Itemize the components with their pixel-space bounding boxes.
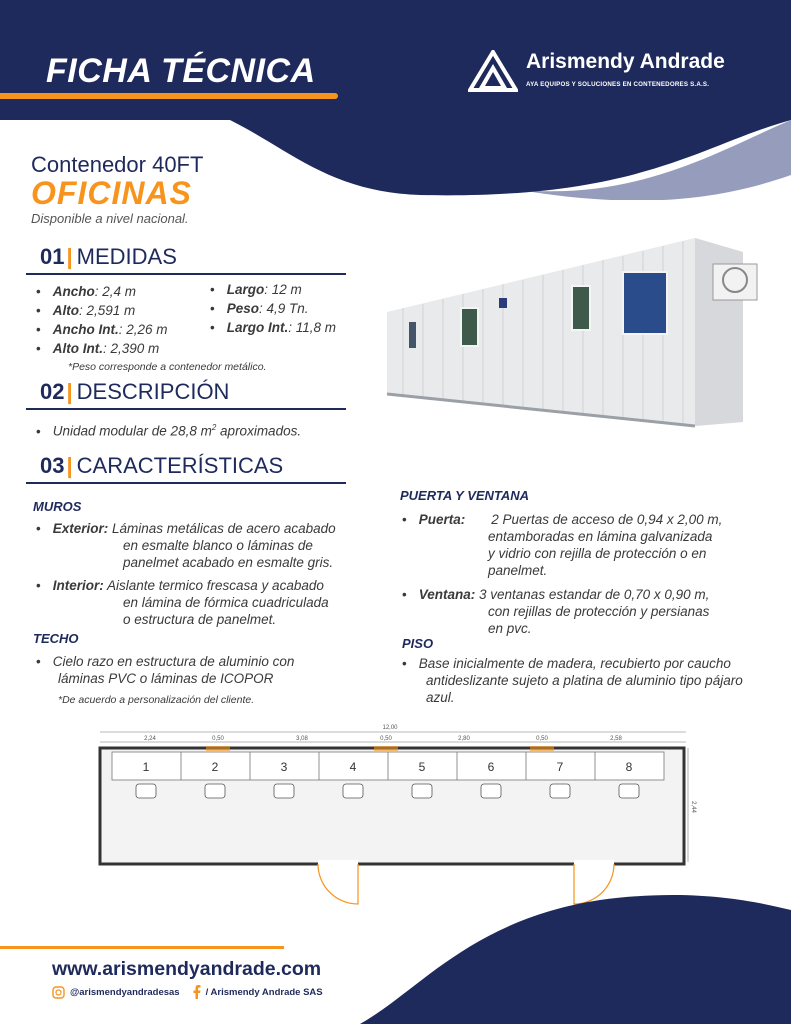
availability-text: Disponible a nivel nacional. (31, 211, 189, 226)
section-medidas-heading (40, 244, 177, 270)
desk-label: 7 (556, 760, 564, 774)
muros-interior: • Interior: Aislante termico frescasa y acabado en lámina de fórmica cuadriculada o estructura de panelmet. (36, 578, 329, 627)
techo-note: *De acuerdo a personalización del cliente. (58, 694, 255, 706)
desk-label: 4 (349, 760, 357, 774)
chair-icon (136, 784, 156, 798)
descripcion-item: • Unidad modular de 28,8 $m^2$ aproximados. (36, 423, 302, 439)
medida-item: • Alto: 2,591 m (36, 303, 136, 318)
chair-icon (550, 784, 570, 798)
medida-item: • Largo Int.: 11,8 m (210, 320, 337, 335)
medida-item: • Ancho Int.: 2,26 m (36, 322, 168, 337)
puerta-item: • Puerta: 2 Puertas de acceso de 0,94 x 2,00 m, entamboradas en lámina galvanizada y vidrio con rejilla de protección o en panelmet. (402, 512, 723, 578)
techo-item: • Cielo razo en estructura de aluminio con láminas PVC o láminas de ICOPOR (36, 654, 295, 686)
medidas-col-1 (36, 282, 168, 358)
muros-heading: MUROS (33, 499, 82, 514)
section-title: MEDIDAS (76, 244, 177, 269)
section-number: 02 (40, 379, 65, 404)
piso-heading: PISO (402, 636, 434, 651)
title-underline (0, 93, 338, 99)
piso-item: • Base inicialmente de madera, recubierto por caucho antideslizante sujeto a platina de aluminio tipo pájaro azul. (402, 656, 743, 705)
website-link[interactable]: www.arismendyandrade.com (52, 958, 322, 980)
section-descripcion-heading (40, 379, 229, 405)
section-divider: | (66, 244, 73, 269)
brand-name: Arismendy Andrade (526, 50, 725, 73)
plan-dim: 3,08 (296, 736, 308, 742)
section-divider: | (66, 379, 73, 404)
medida-item: • Alto Int.: 2,390 m (36, 341, 160, 356)
facebook-handle[interactable]: / Arismendy Andrade SAS (205, 986, 323, 998)
chair-icon (274, 784, 294, 798)
brand-logo-icon (468, 50, 518, 92)
section-divider: | (66, 453, 73, 478)
plan-dim-total: 12,00 (382, 725, 398, 731)
section-number: 03 (40, 453, 65, 478)
medidas-col-2 (210, 280, 336, 337)
plan-dim: 0,50 (380, 736, 392, 742)
plan-dim: 2,58 (610, 736, 622, 742)
chair-icon (412, 784, 432, 798)
chair-icon (343, 784, 363, 798)
facebook-icon (192, 985, 202, 999)
desk-label: 8 (625, 760, 633, 774)
footer-rule (0, 946, 284, 949)
desk-label: 6 (487, 760, 495, 774)
desk-label: 2 (211, 760, 219, 774)
chair-icon (205, 784, 225, 798)
medida-item: • Largo: 12 m (210, 282, 302, 297)
footer-background (0, 880, 791, 1024)
plan-dim: 0,50 (536, 736, 548, 742)
section-rule (26, 273, 346, 275)
puerta-ventana-heading: PUERTA Y VENTANA (400, 488, 530, 503)
plan-dim: 2,24 (144, 736, 156, 742)
instagram-handle[interactable]: @arismendyandradesas (70, 986, 180, 998)
section-title: DESCRIPCIÓN (76, 379, 230, 404)
plan-dim-height: 2,44 (690, 801, 696, 813)
instagram-icon (52, 986, 65, 999)
plan-dim: 2,80 (458, 736, 470, 742)
page-title: FICHA TÉCNICA (46, 52, 316, 90)
section-rule (26, 482, 346, 484)
section-title: CARACTERÍSTICAS (76, 453, 284, 478)
techo-heading: TECHO (33, 631, 79, 646)
desk-label: 5 (418, 760, 426, 774)
container-photo (383, 234, 775, 428)
medida-item: • Peso: 4,9 Tn. (210, 301, 309, 316)
ventana-item: • Ventana: 3 ventanas estandar de 0,70 x 0,90 m, con rejillas de protección y persianas en pvc. (402, 587, 710, 636)
desk-label: 1 (142, 760, 150, 774)
section-rule (26, 408, 346, 410)
brand-tagline: AYA EQUIPOS Y SOLUCIONES EN CONTENEDORES S.A.S. (526, 81, 710, 88)
chair-icon (481, 784, 501, 798)
desk-label: 3 (280, 760, 288, 774)
medida-item: • Ancho: 2,4 m (36, 284, 137, 299)
product-type: OFICINAS (31, 175, 192, 211)
medidas-note: *Peso corresponde a contenedor metálico. (68, 361, 267, 373)
muros-exterior: • Exterior: Láminas metálicas de acero acabado en esmalte blanco o láminas de panelmet acabado en esmalte gris. (36, 521, 336, 570)
section-caracteristicas-heading (40, 453, 283, 479)
social-row (52, 985, 323, 999)
plan-dim: 0,50 (212, 736, 224, 742)
section-number: 01 (40, 244, 65, 269)
chair-icon (619, 784, 639, 798)
product-name: Contenedor 40FT (31, 152, 204, 177)
